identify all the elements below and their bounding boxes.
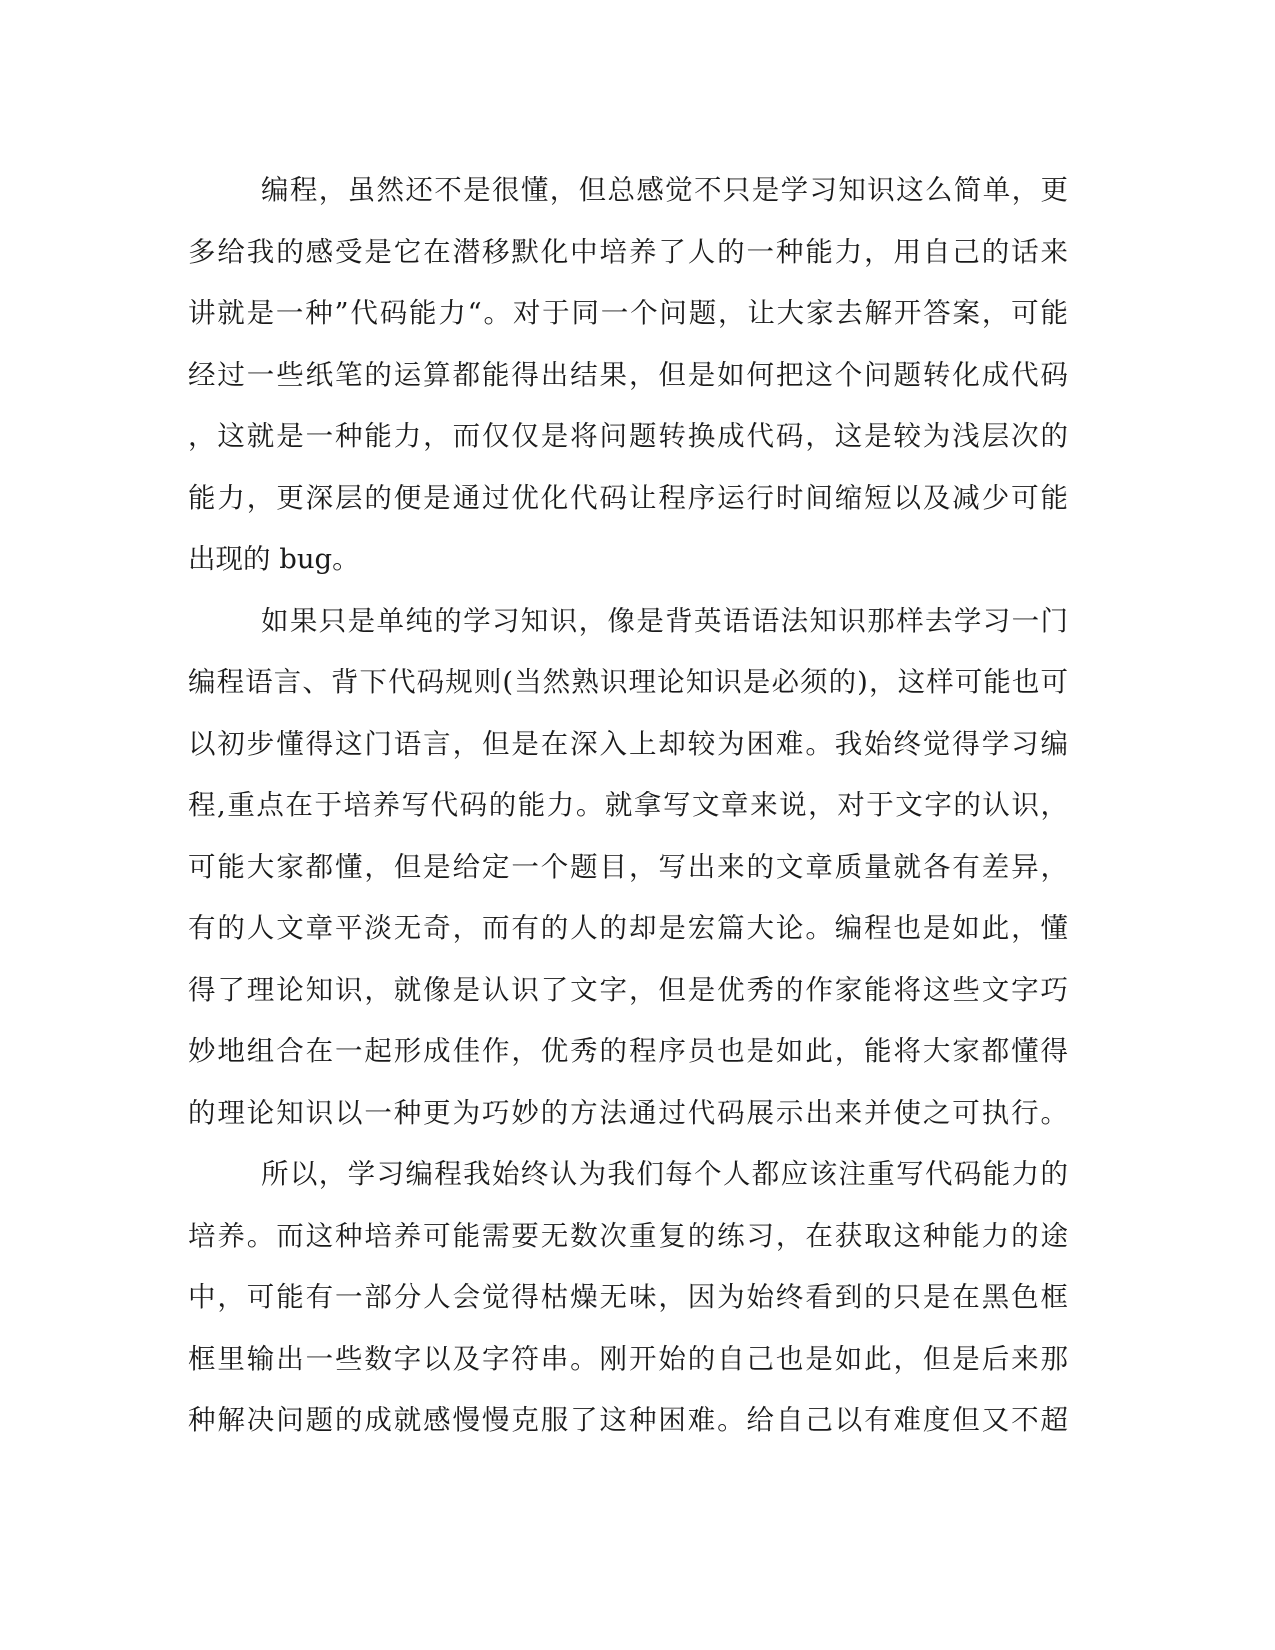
text-line: 以初步懂得这门语言，但是在深入上却较为困难。我始终觉得学习编 [188,727,1068,760]
text-line: 程,重点在于培养写代码的能力。就拿写文章来说，对于文字的认识， [188,789,1068,821]
text-line: 中，可能有一部分人会觉得枯燥无味，因为始终看到的只是在黑色框 [188,1281,1068,1313]
text-line: 编程，虽然还不是很懂，但总感觉不只是学习知识这么简单，更 [261,174,1068,206]
text-line: 得了理论知识，就像是认识了文字，但是优秀的作家能将这些文字巧 [188,973,1068,1006]
text-line: 经过一些纸笔的运算都能得出结果，但是如何把这个问题转化成代码 [188,358,1068,391]
text-line: 所以，学习编程我始终认为我们每个人都应该注重写代码能力的 [261,1158,1068,1190]
text-line: 有的人文章平淡无奇，而有的人的却是宏篇大论。编程也是如此，懂 [188,912,1068,944]
text-line: 出现的 bug。 [188,543,360,575]
paragraph-1 [188,160,1068,591]
text-line: 能力，更深层的便是通过优化代码让程序运行时间缩短以及减少可能 [188,481,1068,514]
paragraph-3 [188,1144,1068,1452]
paragraph-2 [188,591,1068,1145]
text-line: 培养。而这种培养可能需要无数次重复的练习，在获取这种能力的途 [188,1219,1068,1252]
text-line: 如果只是单纯的学习知识，像是背英语语法知识那样去学习一门 [261,604,1068,637]
text-line: 多给我的感受是它在潜移默化中培养了人的一种能力，用自己的话来 [188,235,1068,268]
text-line: 编程语言、背下代码规则(当然熟识理论知识是必须的)，这样可能也可 [188,666,1068,698]
text-line: 讲就是一种”代码能力“。对于同一个问题，让大家去解开答案，可能 [188,297,1068,329]
text-line: 种解决问题的成就感慢慢克服了这种困难。给自己以有难度但又不超 [188,1404,1068,1436]
text-line: 可能大家都懂，但是给定一个题目，写出来的文章质量就各有差异， [188,850,1068,883]
text-line: 妙地组合在一起形成佳作，优秀的程序员也是如此，能将大家都懂得 [188,1035,1068,1067]
text-line: 的理论知识以一种更为巧妙的方法通过代码展示出来并使之可执行。 [188,1096,1068,1129]
text-line: 框里输出一些数字以及字符串。刚开始的自己也是如此，但是后来那 [188,1342,1068,1375]
body-text [188,160,1068,1452]
text-line: ，这就是一种能力，而仅仅是将问题转换成代码，这是较为浅层次的 [188,420,1068,452]
